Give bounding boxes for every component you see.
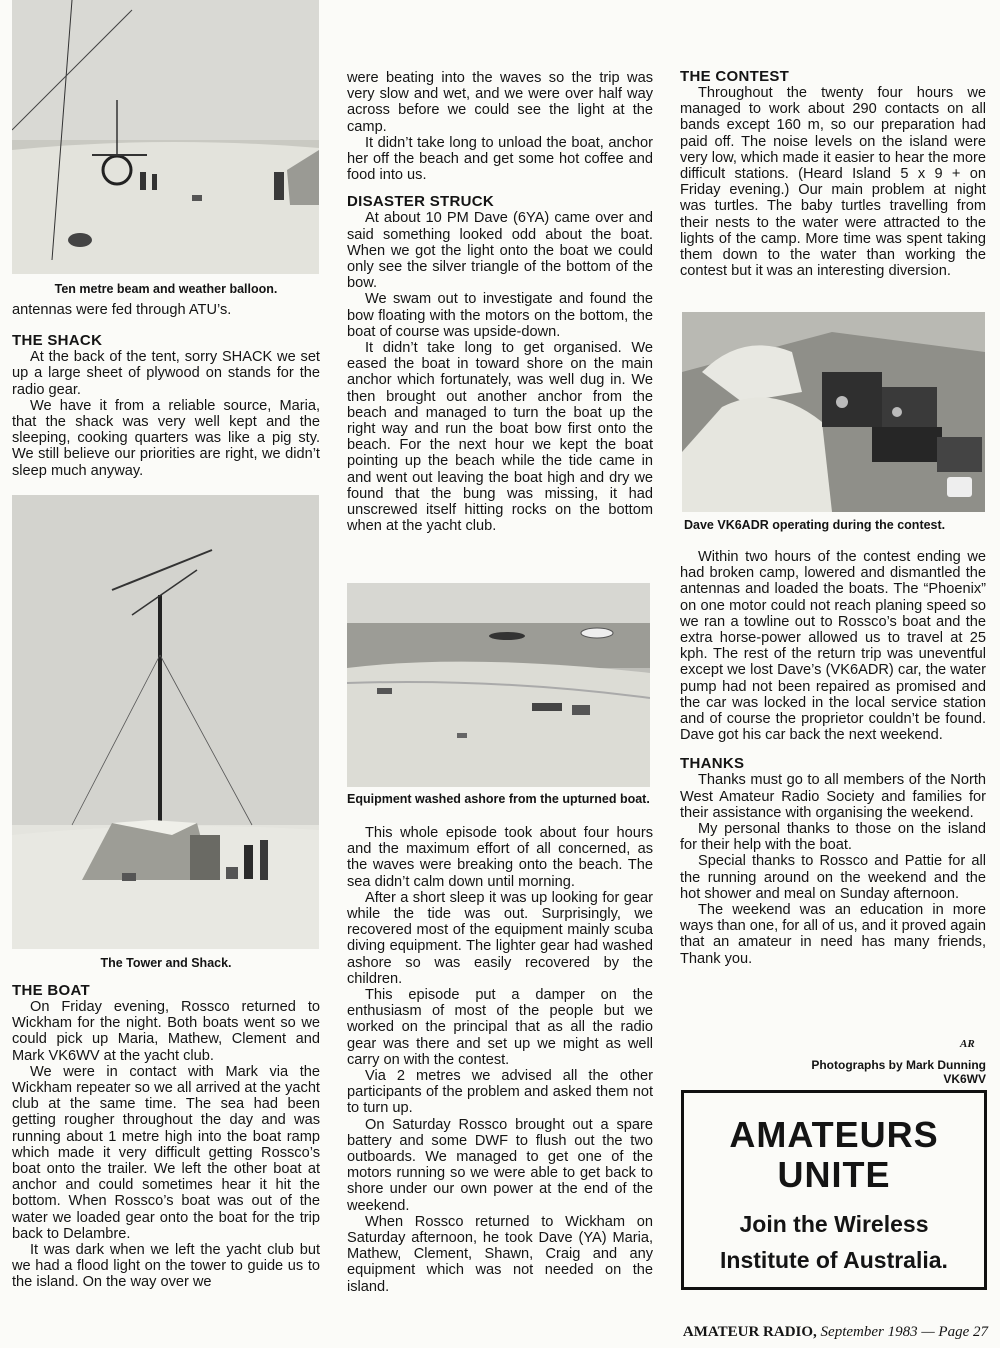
paragraph: At about 10 PM Dave (6YA) came over and said something looked odd about the boat. When we got the light onto the boat we could only see the silver triangle of the bottom of the bow. bbox=[347, 210, 653, 292]
paragraph: This whole episode took about four hours and the maximum effort of all concerned, as the waves were breaking onto the beach. The sea didn’t calm down until morning. bbox=[347, 825, 653, 890]
paragraph: On Friday evening, Rossco returned to Wickham for the night. Both boats went so we could pick up Maria, Mathew, Clement and Mark VK6WV at the yacht club. bbox=[12, 999, 320, 1064]
paragraph: We swam out to investigate and found the bow floating with the motors on the bottom, the boat of course was upside-down. bbox=[347, 291, 653, 340]
paragraph: When Rossco returned to Wickham on Saturday afternoon, he took Dave (YA) Maria, Mathew, Clement, Shawn, Craig and any equipment which was not needed on the island. bbox=[347, 1213, 653, 1295]
photo-caption: The Tower and Shack. bbox=[100, 956, 232, 970]
photo-caption: Equipment washed ashore from the upturned boat. bbox=[347, 792, 650, 806]
paragraph: Throughout the twenty four hours we managed to work about 290 contacts on all bands except 160 m, so our preparation had paid off. The noise levels on the island were very low, which made it easier to hear the more difficult stations. (Heard Island 5 x 9 + on Friday evening.) Our main problem at night was turtles. The baby turtles travelling from their nests to the water were attracted to the lights of the camp. More time was spent taking them down to the water than working the contest but it was an interesting diversion. bbox=[680, 85, 986, 280]
photo-caption: Dave VK6ADR operating during the contest. bbox=[684, 518, 946, 532]
advert-headline: AMATEURS bbox=[729, 1114, 939, 1155]
advert-text: Institute of Australia. bbox=[720, 1247, 948, 1273]
page-footer bbox=[560, 1324, 988, 1341]
paragraph: antennas were fed through ATU’s. bbox=[12, 302, 232, 318]
photo-caption: Ten metre beam and weather balloon. bbox=[54, 282, 278, 296]
paragraph: This episode put a damper on the enthusiasm of most of the people but we worked on the principal that as all the radio gear was there and set up we might as well carry on with the contest. bbox=[347, 987, 653, 1068]
paragraph: Special thanks to Rossco and Pattie for all the running around on the weekend and the hot shower and meal on Sunday afternoon. bbox=[680, 853, 986, 902]
paragraph: My personal thanks to those on the island for their help with the boat. bbox=[680, 821, 986, 854]
photo-operating bbox=[682, 312, 985, 512]
section-heading: THE CONTEST bbox=[680, 68, 790, 85]
section-heading: DISASTER STRUCK bbox=[347, 193, 495, 211]
section-heading: THE BOAT bbox=[12, 982, 90, 999]
paragraph: It was dark when we left the yacht club but we had a flood light on the tower to guide us to the island. On the way over we bbox=[12, 1242, 320, 1291]
end-mark: AR bbox=[960, 1038, 975, 1050]
paragraph: It didn’t take long to unload the boat, anchor her off the beach and get some hot coffee and food into us. bbox=[347, 134, 653, 184]
paragraph: We have it from a reliable source, Maria, that the shack was very well kept and the sleeping, cooking quarters was like a pig sty. We still believe our priorities are right, we didn’t sleep much anyway. bbox=[12, 397, 320, 479]
paragraph: Via 2 metres we advised all the other participants of the problem and asked them not to turn up. bbox=[347, 1068, 653, 1117]
section-heading: THE SHACK bbox=[12, 332, 103, 350]
paragraph: were beating into the waves so the trip was very slow and wet, and we were over half way across before we could see the light at the camp. bbox=[347, 70, 653, 135]
paragraph: We were in contact with Mark via the Wickham repeater so we all arrived at the yacht club at the same time. The sea had been getting rougher throughout the day and was running about 1 metre high into the boat ramp which made it very difficult getting Rossco’s boat onto the trailer. We left the other boat at anchor and could sometimes hear it hit the bottom. When Rossco’s boat was out of the water we loaded gear onto the boat for the trip back to Delambre. bbox=[12, 1063, 320, 1242]
photo-tower-shack bbox=[12, 495, 319, 949]
photo-equipment-ashore bbox=[347, 583, 650, 787]
advert-text: Join the Wireless bbox=[739, 1211, 929, 1237]
advert-headline: UNITE bbox=[777, 1154, 891, 1195]
paragraph: Within two hours of the contest ending we had broken camp, lowered and dismantled the antennas and loaded the boats. The “Phoenix” on one motor could not reach planing speed so we ran a towline out to Rossco’s boat and the extra horse-power allowed us to travel at 25 kph. The rest of the return trip was uneventful except we lost Dave’s (VK6ADR) car, the water pump had not been repaired as promised and the car was locked in the local service station and of course the proprietor couldn’t be found. Dave got his car back the next weekend. bbox=[680, 549, 986, 744]
paragraph: The weekend was an education in more ways than one, for all of us, and it proved again that an amateur in need has many friends, Thank you. bbox=[680, 902, 986, 967]
issue-info: September 1983 — Page 27 bbox=[820, 1324, 988, 1340]
advert-box bbox=[681, 1090, 987, 1290]
photo-beam-balloon bbox=[12, 0, 319, 274]
paragraph: At the back of the tent, sorry SHACK we set up a large sheet of plywood on stands for the radio gear. bbox=[12, 349, 320, 398]
paragraph: On Saturday Rossco brought out a spare battery and some DWF to flush out the two outboards. We managed to get one of the motors running so we were able to get back to shore under our own power at the end of the weekend. bbox=[347, 1116, 653, 1214]
magazine-name: AMATEUR RADIO, bbox=[682, 1324, 817, 1340]
section-heading: THANKS bbox=[680, 755, 745, 773]
photo-credit: Photographs by Mark Dunning VK6WV bbox=[811, 1058, 986, 1086]
paragraph: After a short sleep it was up looking for gear while the tide was out. Surprisingly, we recovered most of the equipment mainly scuba diving equipment. The lighter gear had washed ashore so was easily recovered by the children. bbox=[347, 889, 653, 987]
paragraph: It didn’t take long to get organised. We eased the boat in toward shore on the main anchor which fortunately, was well dug in. We then brought out another anchor from the beach and managed to turn the boat up the right way and run the boat bow first onto the beach. For the next hour we kept the boat pointing up the beach while the tide came in and went out leaving the boat high and dry we found that the bung was missing, it had unscrewed itself hitting rocks on the bottom when at the yacht club. bbox=[347, 340, 653, 535]
paragraph: Thanks must go to all members of the North West Amateur Radio Society and families for their assistance with organising the weekend. bbox=[680, 772, 986, 821]
